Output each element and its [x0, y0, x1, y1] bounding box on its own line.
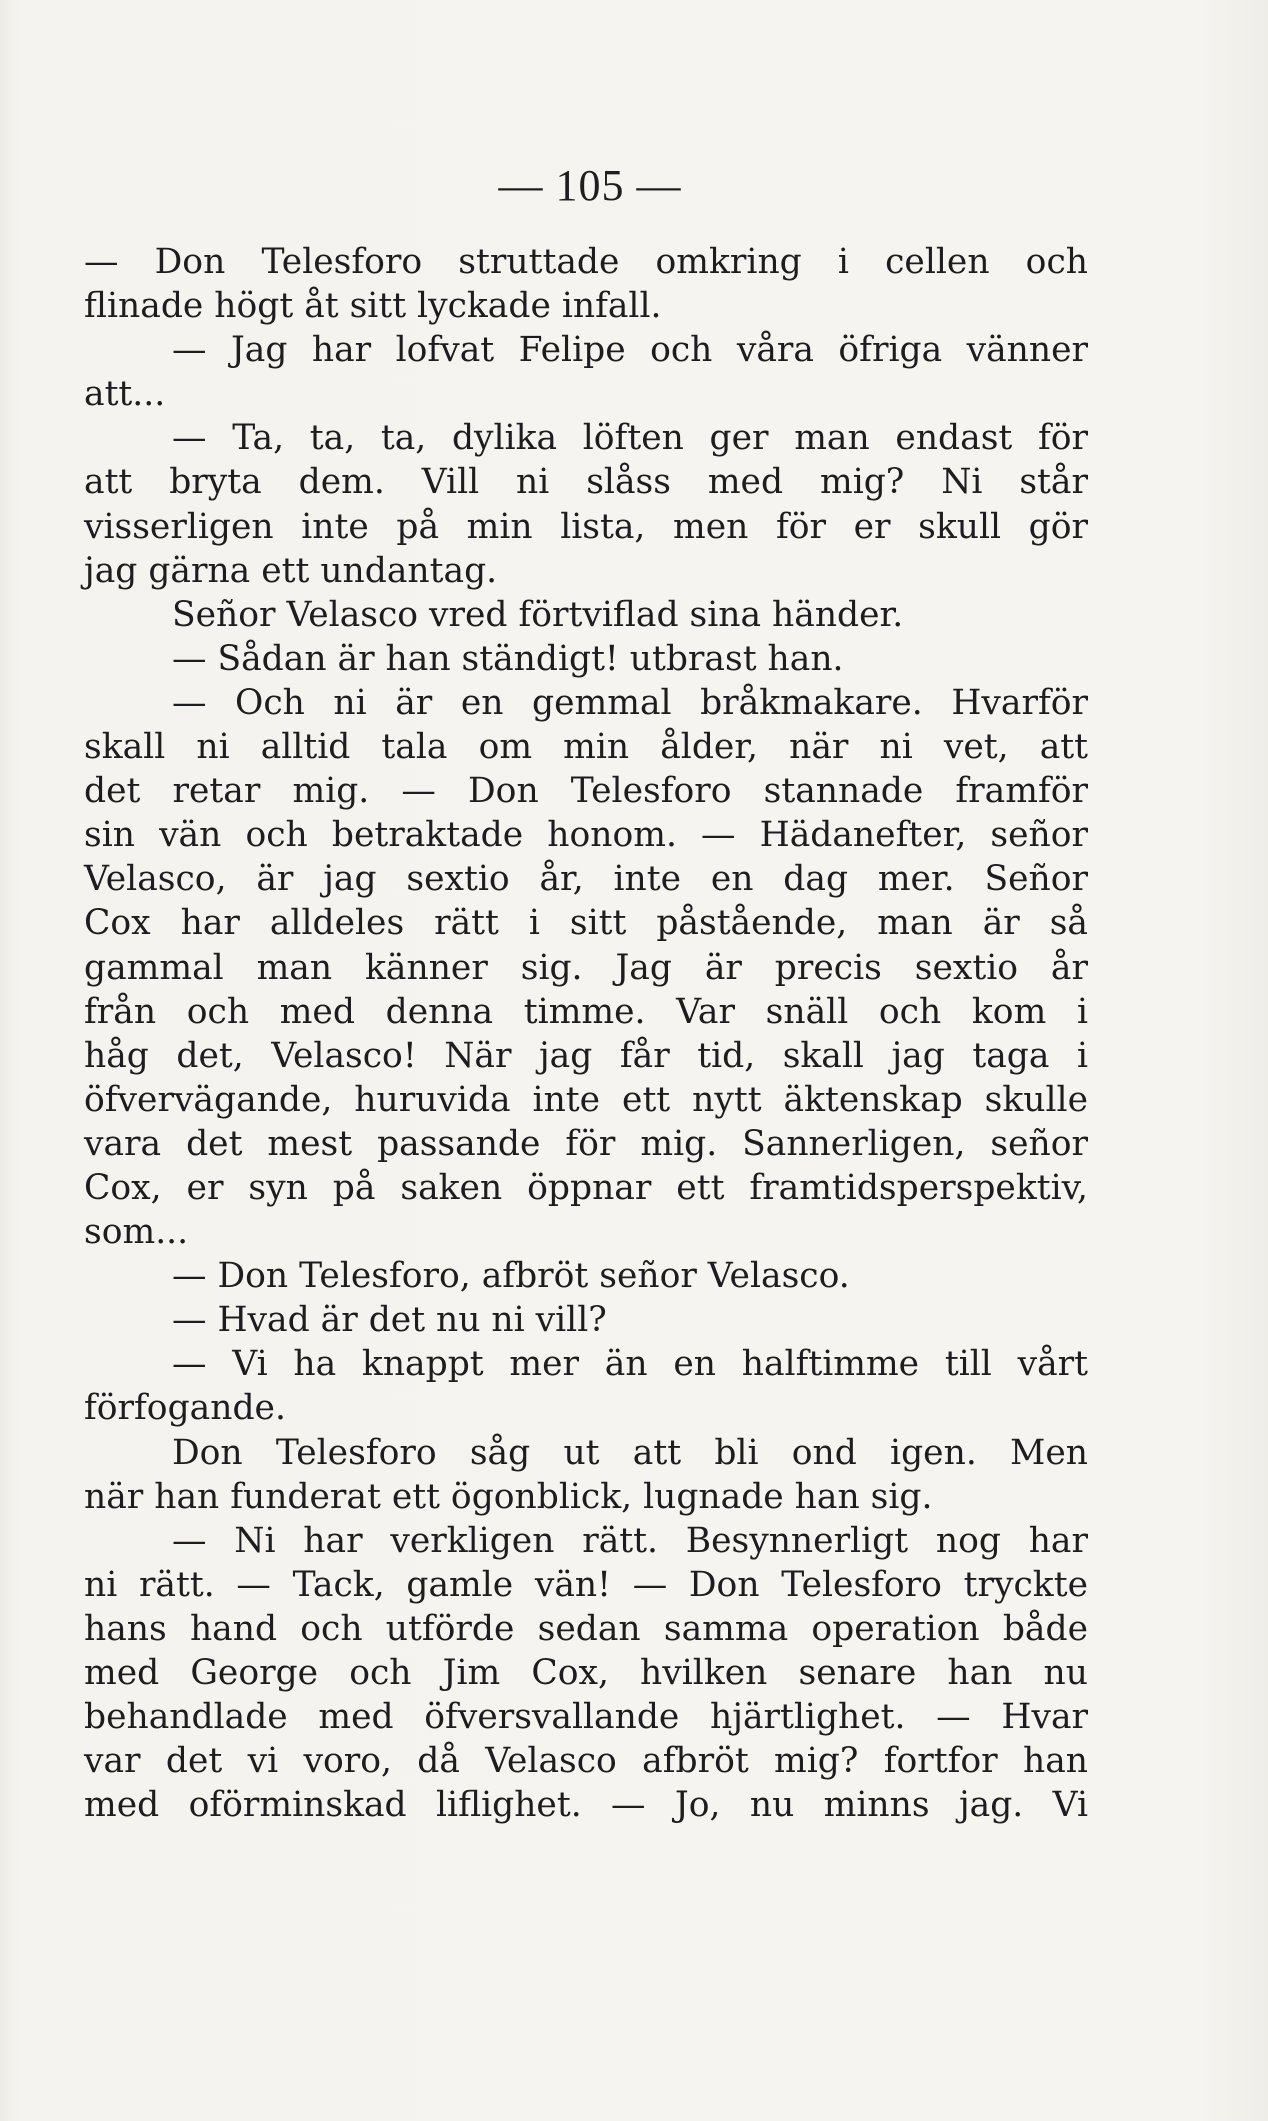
- text-line: — Ta, ta, ta, dylika löften ger man endast för: [172, 418, 1088, 459]
- text-line: gammal man känner sig. Jag är precis sextio år: [84, 947, 1088, 988]
- text-line: — Don Telesforo, afbröt señor Velasco.: [172, 1256, 850, 1297]
- page-number: — 105 —: [498, 161, 682, 210]
- text-line: öfvervägande, huruvida inte ett nytt äktenskap skulle: [84, 1079, 1088, 1120]
- text-line: skall ni alltid tala om min ålder, när ni vet, att: [84, 727, 1088, 768]
- text-line: som...: [84, 1212, 189, 1253]
- text-line: Velasco, är jag sextio år, inte en dag mer. Señor: [84, 859, 1088, 900]
- text-line: — Jag har lofvat Felipe och våra öfriga vänner: [172, 330, 1088, 371]
- text-line: vara det mest passande för mig. Sannerligen, señor: [84, 1123, 1088, 1164]
- text-line: med oförminskad liflighet. — Jo, nu minns jag. Vi: [84, 1785, 1088, 1826]
- text-line: sin vän och betraktade honom. — Hädanefter, señor: [84, 815, 1088, 856]
- text-line: var det vi voro, då Velasco afbröt mig? fortfor han: [84, 1741, 1088, 1782]
- text-line: att...: [84, 374, 166, 415]
- text-line: — Ni har verkligen rätt. Besynnerligt nog har: [172, 1520, 1088, 1561]
- text-line: — Sådan är han ständigt! utbrast han.: [172, 638, 844, 679]
- text-line: jag gärna ett undantag.: [84, 550, 498, 591]
- text-line: håg det, Velasco! När jag får tid, skall jag taga i: [84, 1035, 1088, 1076]
- text-line: flinade högt åt sitt lyckade infall.: [84, 286, 662, 327]
- text-line: det retar mig. — Don Telesforo stannade framför: [84, 771, 1088, 812]
- body-text: [84, 240, 1088, 1827]
- text-line: från och med denna timme. Var snäll och kom i: [84, 991, 1088, 1032]
- text-line: — Hvad är det nu ni vill?: [172, 1300, 607, 1341]
- text-line: när han funderat ett ögonblick, lugnade han sig.: [84, 1476, 933, 1517]
- text-line: med George och Jim Cox, hvilken senare han nu: [84, 1653, 1088, 1693]
- text-line: förfogande.: [84, 1388, 286, 1429]
- text-line: hans hand och utförde sedan samma operation både: [84, 1608, 1088, 1649]
- text-line: Señor Velasco vred förtviflad sina händer.: [172, 594, 904, 635]
- text-line: — Vi ha knappt mer än en halftimme till vårt: [172, 1344, 1088, 1385]
- text-line: Cox har alldeles rätt i sitt påstående, man är så: [84, 903, 1088, 944]
- text-line: ni rätt. — Tack, gamle vän! — Don Telesforo tryckte: [84, 1564, 1088, 1605]
- text-line: Cox, er syn på saken öppnar ett framtidsperspektiv,: [84, 1167, 1088, 1208]
- text-line: Don Telesforo såg ut att bli ond igen. Men: [172, 1432, 1088, 1473]
- text-line: behandlade med öfversvallande hjärtlighet. — Hvar: [84, 1697, 1088, 1738]
- text-line: — Don Telesforo struttade omkring i cellen och: [84, 242, 1088, 282]
- text-line: visserligen inte på min lista, men för er skull gör: [84, 506, 1088, 547]
- text-line: att bryta dem. Vill ni slåss med mig? Ni står: [84, 462, 1088, 503]
- text-line: — Och ni är en gemmal bråkmakare. Hvarför: [172, 682, 1088, 723]
